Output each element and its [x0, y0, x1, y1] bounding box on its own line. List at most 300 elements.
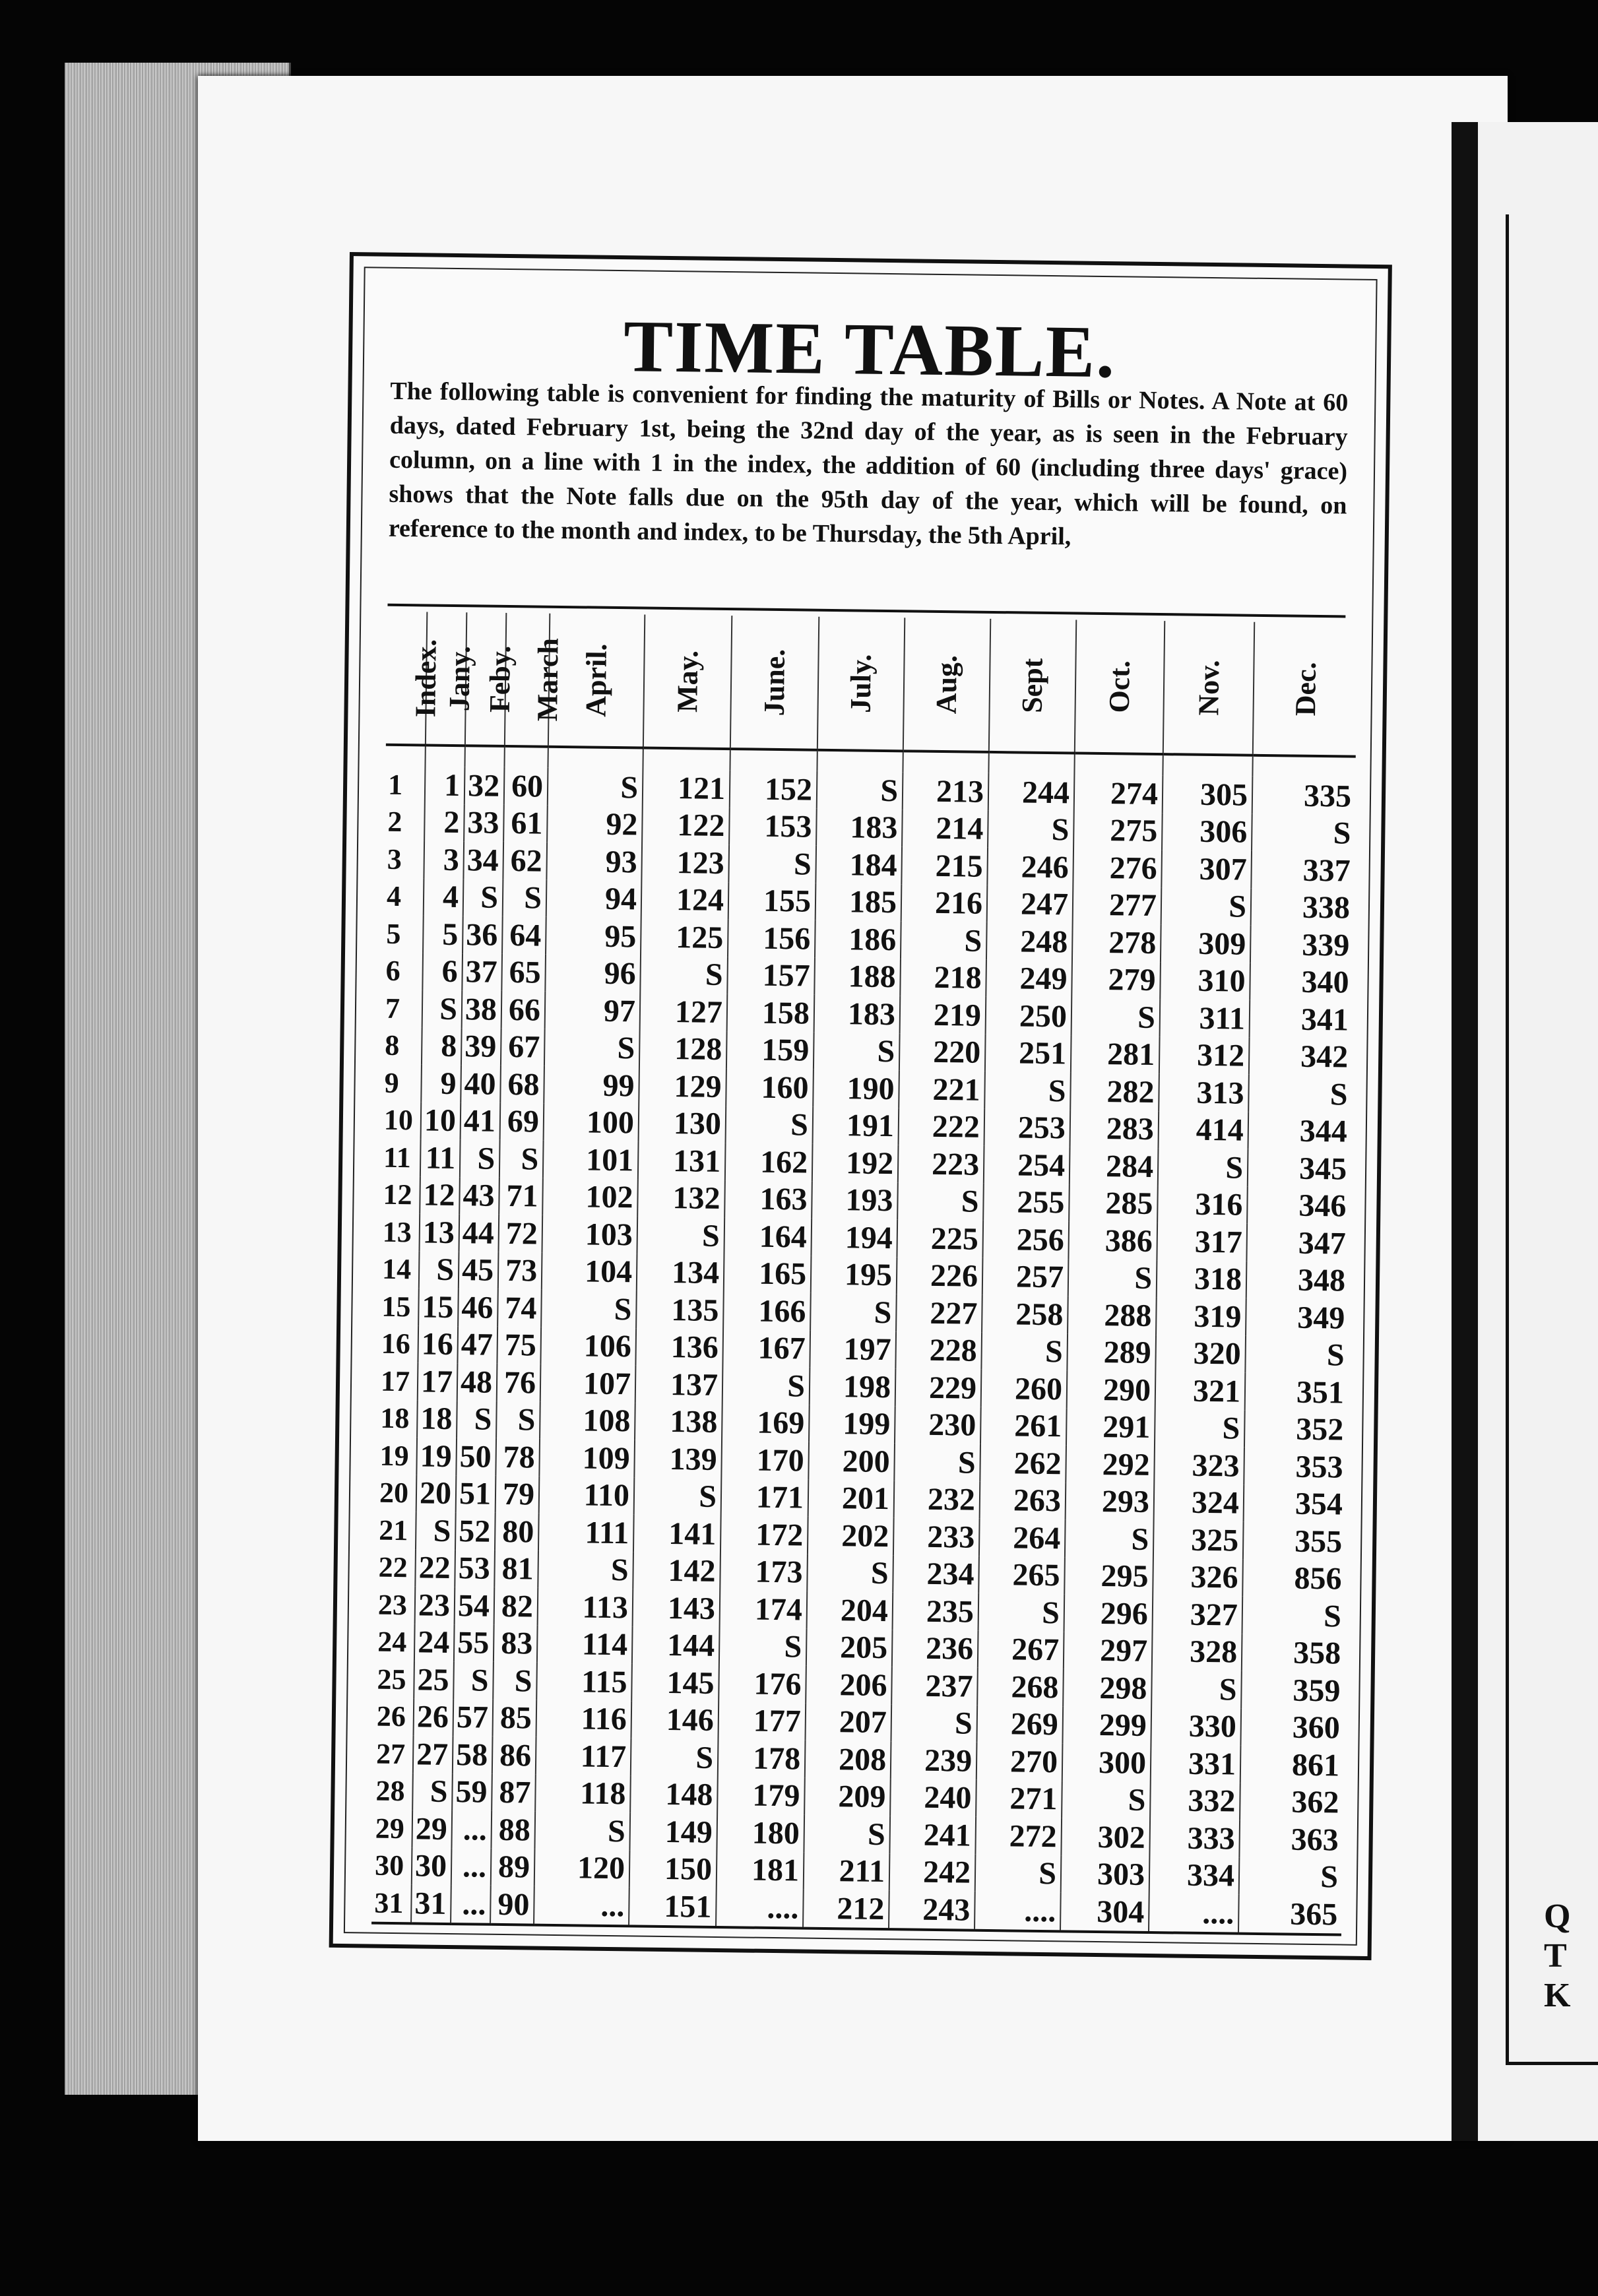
day-cell: 312 — [1159, 1036, 1250, 1075]
day-cell: 197 — [810, 1330, 896, 1368]
index-cell: 2 — [387, 805, 402, 839]
spacer-cell — [817, 750, 903, 773]
day-cell: 177 — [719, 1702, 806, 1740]
day-cell: 4 — [424, 878, 464, 916]
day-cell: 11 — [420, 1139, 461, 1177]
day-cell: 236 — [892, 1630, 978, 1668]
day-cell: 295 — [1064, 1557, 1153, 1595]
day-cell: 166 — [723, 1292, 811, 1330]
day-cell: 284 — [1070, 1147, 1159, 1186]
day-cell: 47 — [457, 1326, 497, 1364]
day-cell: 34 — [463, 841, 503, 879]
day-cell: 87 — [492, 1774, 536, 1812]
day-cell: 86 — [492, 1737, 536, 1774]
day-cell: 181 — [717, 1851, 804, 1890]
day-cell: 188 — [814, 957, 901, 996]
day-cell: S — [726, 1106, 814, 1144]
day-cell: 8 — [422, 1027, 462, 1065]
spacer-cell — [385, 745, 425, 767]
column-header-label: July. — [845, 653, 878, 713]
index-cell: 17 — [380, 1364, 410, 1397]
day-cell: 30 — [412, 1847, 452, 1885]
day-cell: 1 — [425, 767, 465, 804]
day-cell: 111 — [538, 1514, 634, 1552]
index-cell: 15 — [381, 1290, 411, 1323]
day-cell: 276 — [1073, 849, 1162, 887]
day-cell: S — [422, 990, 463, 1028]
spacer-cell — [464, 746, 504, 767]
day-cell: 305 — [1163, 775, 1253, 813]
day-cell: 232 — [894, 1481, 980, 1519]
column-header — [730, 616, 819, 750]
day-cell: 328 — [1152, 1633, 1242, 1671]
day-cell: 317 — [1157, 1223, 1247, 1261]
spacer-cell — [425, 745, 464, 767]
day-cell: 101 — [543, 1141, 639, 1179]
day-cell: 260 — [981, 1370, 1068, 1408]
day-cell: 310 — [1160, 962, 1250, 1000]
day-cell: 41 — [461, 1102, 501, 1140]
day-cell: 190 — [813, 1069, 899, 1108]
day-cell: 104 — [542, 1252, 637, 1291]
day-cell: 320 — [1155, 1335, 1246, 1373]
day-cell: S — [548, 768, 643, 806]
day-cell: 255 — [983, 1184, 1070, 1222]
day-cell: 174 — [720, 1590, 808, 1628]
day-cell: S — [988, 811, 1074, 849]
day-cell: 365 — [1238, 1895, 1342, 1935]
column-header — [1075, 620, 1165, 754]
day-cell: 279 — [1071, 961, 1161, 999]
day-cell: 75 — [497, 1327, 541, 1364]
day-cell: S — [814, 1032, 900, 1070]
day-cell: 268 — [977, 1668, 1064, 1706]
day-cell: 856 — [1242, 1559, 1346, 1597]
day-cell: 157 — [727, 957, 815, 995]
day-cell: 48 — [457, 1363, 497, 1401]
day-cell: 292 — [1066, 1446, 1155, 1484]
day-cell: 352 — [1244, 1410, 1348, 1448]
day-cell: 272 — [975, 1817, 1062, 1855]
day-cell: S — [416, 1512, 456, 1550]
day-cell: 263 — [980, 1482, 1066, 1520]
day-cell: 353 — [1244, 1448, 1347, 1486]
day-cell: 142 — [633, 1552, 720, 1590]
day-cell: 68 — [500, 1066, 544, 1103]
day-cell: S — [1158, 1148, 1248, 1186]
day-cell: 62 — [503, 842, 547, 879]
day-cell: 344 — [1248, 1112, 1351, 1151]
day-cell: S — [722, 1366, 810, 1405]
day-cell: 72 — [499, 1215, 543, 1252]
day-cell: S — [1151, 1670, 1242, 1708]
day-cell: 334 — [1149, 1857, 1240, 1895]
adjacent-letter: T — [1544, 1937, 1567, 1975]
day-cell: 211 — [804, 1852, 890, 1890]
day-cell: 110 — [539, 1476, 635, 1514]
day-cell: 61 — [503, 805, 548, 843]
day-cell: 358 — [1242, 1634, 1345, 1672]
day-cell: S — [631, 1738, 719, 1777]
day-cell: 331 — [1151, 1744, 1241, 1783]
day-cell: 337 — [1251, 851, 1355, 889]
index-cell: 3 — [387, 843, 402, 876]
index-cell: 24 — [377, 1625, 407, 1659]
day-cell: ... — [534, 1886, 629, 1926]
day-cell: 205 — [806, 1628, 893, 1667]
day-cell: 265 — [978, 1556, 1065, 1595]
time-table-inner-border — [344, 267, 1378, 1946]
day-cell: 347 — [1246, 1224, 1350, 1262]
day-cell: 290 — [1067, 1371, 1156, 1409]
day-cell: 165 — [724, 1255, 812, 1293]
index-cell: 9 — [384, 1066, 399, 1099]
day-cell: 338 — [1251, 889, 1355, 927]
day-cell: 12 — [420, 1176, 460, 1214]
column-header-label: June. — [757, 648, 792, 716]
column-header — [1253, 622, 1357, 757]
day-cell: 256 — [982, 1221, 1069, 1259]
column-header — [903, 618, 990, 752]
day-cell: ... — [451, 1810, 492, 1848]
day-cell: 330 — [1151, 1707, 1241, 1746]
day-cell: S — [894, 1444, 980, 1482]
day-cell: 89 — [491, 1849, 535, 1886]
day-cell: 241 — [889, 1816, 976, 1854]
index-cell: 7 — [385, 992, 400, 1025]
day-cell: 214 — [902, 810, 988, 848]
day-cell: 342 — [1249, 1038, 1353, 1076]
day-cell: 102 — [542, 1178, 638, 1216]
day-cell: 167 — [722, 1329, 810, 1368]
day-cell: 300 — [1062, 1744, 1151, 1782]
day-cell: 351 — [1245, 1373, 1349, 1411]
index-cell: 13 — [382, 1215, 412, 1248]
day-cell: 258 — [982, 1295, 1068, 1333]
day-cell: 135 — [636, 1291, 724, 1329]
time-table-grid — [371, 612, 1357, 1936]
day-cell: 60 — [504, 767, 548, 805]
day-cell: 90 — [490, 1886, 534, 1925]
index-cell: 16 — [381, 1327, 411, 1360]
day-cell: 58 — [453, 1736, 493, 1773]
column-header — [643, 615, 732, 749]
day-cell: 29 — [412, 1810, 452, 1848]
day-cell: 55 — [454, 1624, 494, 1662]
day-cell: 309 — [1161, 924, 1251, 963]
day-cell: 160 — [726, 1068, 814, 1106]
day-cell: 201 — [808, 1479, 895, 1517]
spacer-cell — [1163, 754, 1252, 777]
day-cell: 251 — [985, 1035, 1071, 1073]
day-cell: 229 — [895, 1369, 982, 1407]
day-cell: 125 — [641, 918, 728, 957]
day-cell: 386 — [1068, 1222, 1157, 1260]
day-cell: 129 — [639, 1068, 726, 1106]
column-header-label: March — [530, 637, 565, 722]
day-cell: 192 — [812, 1144, 899, 1182]
day-cell: 191 — [813, 1106, 899, 1145]
day-cell: 38 — [462, 990, 502, 1028]
day-cell: 277 — [1073, 886, 1162, 924]
day-cell: 297 — [1064, 1632, 1153, 1670]
day-cell: 244 — [988, 773, 1075, 812]
day-cell: 130 — [639, 1104, 726, 1143]
day-cell: 92 — [547, 806, 643, 844]
day-cell: 2 — [424, 804, 464, 841]
day-cell: S — [453, 1661, 494, 1699]
column-header-label: Feby. — [483, 645, 517, 713]
day-cell: 18 — [417, 1400, 457, 1438]
day-cell: 180 — [717, 1814, 804, 1852]
day-cell: 302 — [1061, 1818, 1150, 1857]
day-cell: 22 — [415, 1549, 455, 1587]
index-cell: 31 — [371, 1884, 412, 1923]
day-cell: 136 — [635, 1328, 723, 1366]
day-cell: 69 — [500, 1103, 544, 1141]
column-header-label: Sept — [1016, 657, 1050, 713]
day-cell: 116 — [536, 1700, 632, 1738]
day-cell: 221 — [899, 1071, 985, 1109]
day-cell: S — [1248, 1075, 1352, 1113]
day-cell: 57 — [453, 1699, 494, 1737]
day-cell: 253 — [984, 1109, 1071, 1147]
index-cell: 30 — [374, 1849, 404, 1882]
day-cell: 24 — [414, 1624, 455, 1661]
index-cell: 6 — [385, 954, 400, 988]
day-cell: 195 — [811, 1256, 897, 1294]
day-cell: 324 — [1154, 1484, 1244, 1522]
day-cell: 289 — [1067, 1333, 1156, 1372]
spacer-cell — [903, 751, 988, 773]
day-cell: 215 — [901, 847, 988, 885]
day-cell: S — [493, 1662, 537, 1700]
column-header-label: April. — [579, 643, 614, 717]
day-cell: 243 — [889, 1890, 975, 1930]
index-cell: 14 — [381, 1252, 412, 1286]
day-cell: S — [541, 1290, 637, 1328]
time-table-frame — [329, 252, 1392, 1960]
day-cell: 291 — [1066, 1408, 1155, 1446]
day-cell: 274 — [1074, 775, 1163, 813]
day-cell: 204 — [807, 1591, 893, 1630]
day-cell: 339 — [1250, 926, 1354, 964]
column-header-label: Jany. — [443, 645, 476, 711]
adjacent-page-letters — [1544, 1897, 1570, 2016]
day-cell: S — [1065, 1520, 1154, 1558]
day-cell: 237 — [891, 1667, 978, 1705]
day-cell: 109 — [539, 1439, 635, 1477]
day-cell: S — [807, 1554, 893, 1592]
day-cell: 208 — [805, 1740, 891, 1779]
day-cell: S — [978, 1593, 1065, 1632]
day-cell: 26 — [414, 1698, 454, 1736]
day-cell: 20 — [416, 1475, 457, 1512]
day-cell: 186 — [815, 920, 901, 959]
day-cell: 151 — [629, 1888, 717, 1927]
day-cell: 298 — [1063, 1669, 1152, 1707]
day-cell: 127 — [640, 993, 728, 1031]
day-cell: 240 — [890, 1779, 976, 1817]
day-cell: 163 — [724, 1180, 812, 1219]
day-cell: 73 — [498, 1252, 542, 1290]
day-cell: 103 — [542, 1215, 637, 1254]
day-cell: 348 — [1246, 1261, 1350, 1300]
day-cell: 247 — [987, 885, 1073, 924]
day-cell: 158 — [727, 994, 815, 1032]
day-cell: .... — [716, 1888, 804, 1928]
day-cell: 861 — [1240, 1746, 1344, 1784]
day-cell: 139 — [634, 1440, 722, 1479]
day-cell: S — [640, 955, 728, 994]
spacer-cell — [1074, 753, 1163, 775]
day-cell: 220 — [899, 1033, 986, 1071]
index-cell: 5 — [386, 917, 401, 950]
day-cell: 171 — [721, 1479, 809, 1517]
day-cell: ... — [451, 1848, 492, 1886]
day-cell: 183 — [816, 808, 903, 846]
day-cell: 278 — [1072, 924, 1161, 962]
day-cell: 79 — [495, 1476, 540, 1514]
column-header — [1163, 621, 1254, 755]
index-cell: 25 — [377, 1663, 406, 1696]
day-cell: 216 — [901, 884, 988, 922]
index-cell: 11 — [383, 1141, 412, 1174]
day-cell: 198 — [810, 1368, 896, 1406]
day-cell: 88 — [491, 1811, 535, 1849]
day-cell: 117 — [536, 1737, 631, 1775]
day-cell: 67 — [501, 1029, 545, 1066]
day-cell: 170 — [721, 1441, 809, 1479]
day-cell: 202 — [808, 1517, 894, 1555]
day-cell: 81 — [494, 1550, 538, 1588]
day-cell: 306 — [1162, 813, 1252, 851]
index-cell: 27 — [375, 1737, 406, 1770]
page-title: TIME TABLE. — [623, 305, 1117, 394]
day-cell: 359 — [1241, 1671, 1345, 1709]
day-cell: 235 — [893, 1592, 979, 1630]
index-cell: 23 — [377, 1588, 408, 1621]
day-cell: 162 — [725, 1143, 813, 1181]
day-cell: 120 — [534, 1849, 630, 1887]
day-cell: 96 — [545, 954, 641, 992]
day-cell: 325 — [1153, 1521, 1244, 1559]
day-cell: S — [897, 1182, 984, 1221]
day-cell: S — [728, 845, 816, 883]
day-cell: 333 — [1149, 1819, 1240, 1857]
column-header-label: Index. — [409, 638, 443, 718]
day-cell: 59 — [452, 1773, 492, 1811]
day-cell: 100 — [544, 1103, 639, 1141]
day-cell: 271 — [976, 1780, 1062, 1818]
day-cell: 128 — [639, 1030, 727, 1068]
index-cell: 12 — [383, 1178, 412, 1211]
day-cell: S — [975, 1855, 1062, 1893]
day-cell: 122 — [642, 806, 730, 845]
day-cell: 257 — [982, 1258, 1069, 1296]
day-cell: 230 — [895, 1406, 981, 1444]
day-cell: 327 — [1153, 1595, 1243, 1634]
day-cell: 64 — [502, 916, 546, 954]
day-cell: 185 — [815, 883, 902, 921]
day-cell: 349 — [1246, 1298, 1349, 1337]
day-cell: 153 — [729, 808, 817, 846]
day-cell: S — [810, 1293, 897, 1331]
day-cell: S — [1245, 1335, 1349, 1374]
column-header-label: Aug. — [930, 654, 964, 715]
day-cell: 318 — [1157, 1260, 1247, 1298]
day-cell: .... — [1149, 1894, 1239, 1933]
day-cell: 82 — [494, 1587, 538, 1625]
day-cell: 223 — [898, 1145, 984, 1184]
day-cell: 233 — [893, 1517, 980, 1556]
day-cell: 262 — [980, 1444, 1066, 1483]
day-cell: S — [1062, 1781, 1151, 1819]
column-header-label: Nov. — [1192, 659, 1226, 716]
spacer-cell — [643, 748, 730, 770]
day-cell: 94 — [546, 879, 642, 918]
day-cell: 246 — [987, 848, 1073, 886]
day-cell: S — [419, 1251, 459, 1289]
day-cell: 178 — [718, 1739, 806, 1777]
index-cell: 21 — [379, 1514, 408, 1547]
day-cell: 114 — [537, 1625, 633, 1663]
day-cell: 53 — [455, 1550, 495, 1587]
day-cell: 304 — [1060, 1893, 1149, 1932]
index-cell: 4 — [386, 879, 402, 913]
day-cell: 332 — [1150, 1782, 1240, 1820]
day-cell: S — [503, 879, 547, 917]
index-cell: 8 — [385, 1029, 400, 1062]
day-cell: 15 — [418, 1289, 459, 1326]
day-cell: S — [637, 1217, 724, 1255]
day-cell: 52 — [455, 1512, 495, 1550]
day-cell: 228 — [895, 1331, 982, 1370]
day-cell: 23 — [415, 1587, 455, 1624]
index-cell: 19 — [379, 1439, 410, 1472]
day-cell: 150 — [629, 1850, 717, 1888]
spacer-cell — [730, 749, 817, 771]
day-cell: S — [981, 1333, 1068, 1371]
day-cell: S — [1242, 1597, 1346, 1635]
header-row — [386, 612, 1357, 757]
day-cell: 3 — [424, 841, 464, 879]
day-cell: 44 — [459, 1214, 499, 1252]
day-cell: 149 — [629, 1813, 717, 1851]
day-cell: S — [496, 1401, 540, 1439]
day-cell: 362 — [1240, 1783, 1343, 1821]
day-cell: S — [817, 771, 903, 810]
day-cell: S — [1252, 814, 1355, 852]
day-cell: 137 — [635, 1366, 723, 1404]
index-cell: 10 — [383, 1103, 414, 1137]
day-cell: 65 — [501, 954, 546, 992]
day-cell: 326 — [1153, 1558, 1243, 1597]
column-header-label: Oct. — [1103, 660, 1137, 713]
book-gutter — [1452, 122, 1478, 2141]
day-cell: 213 — [903, 773, 989, 811]
day-cell: 131 — [638, 1142, 726, 1180]
day-cell: S — [544, 1029, 640, 1067]
day-cell: S — [984, 1071, 1071, 1110]
day-cell: 74 — [497, 1289, 542, 1327]
day-cell: 93 — [546, 843, 642, 881]
day-cell: 335 — [1252, 777, 1356, 815]
index-cell: 29 — [375, 1812, 405, 1845]
day-cell: 155 — [728, 882, 816, 920]
day-cell: 80 — [495, 1513, 539, 1550]
day-cell: 346 — [1247, 1187, 1351, 1225]
